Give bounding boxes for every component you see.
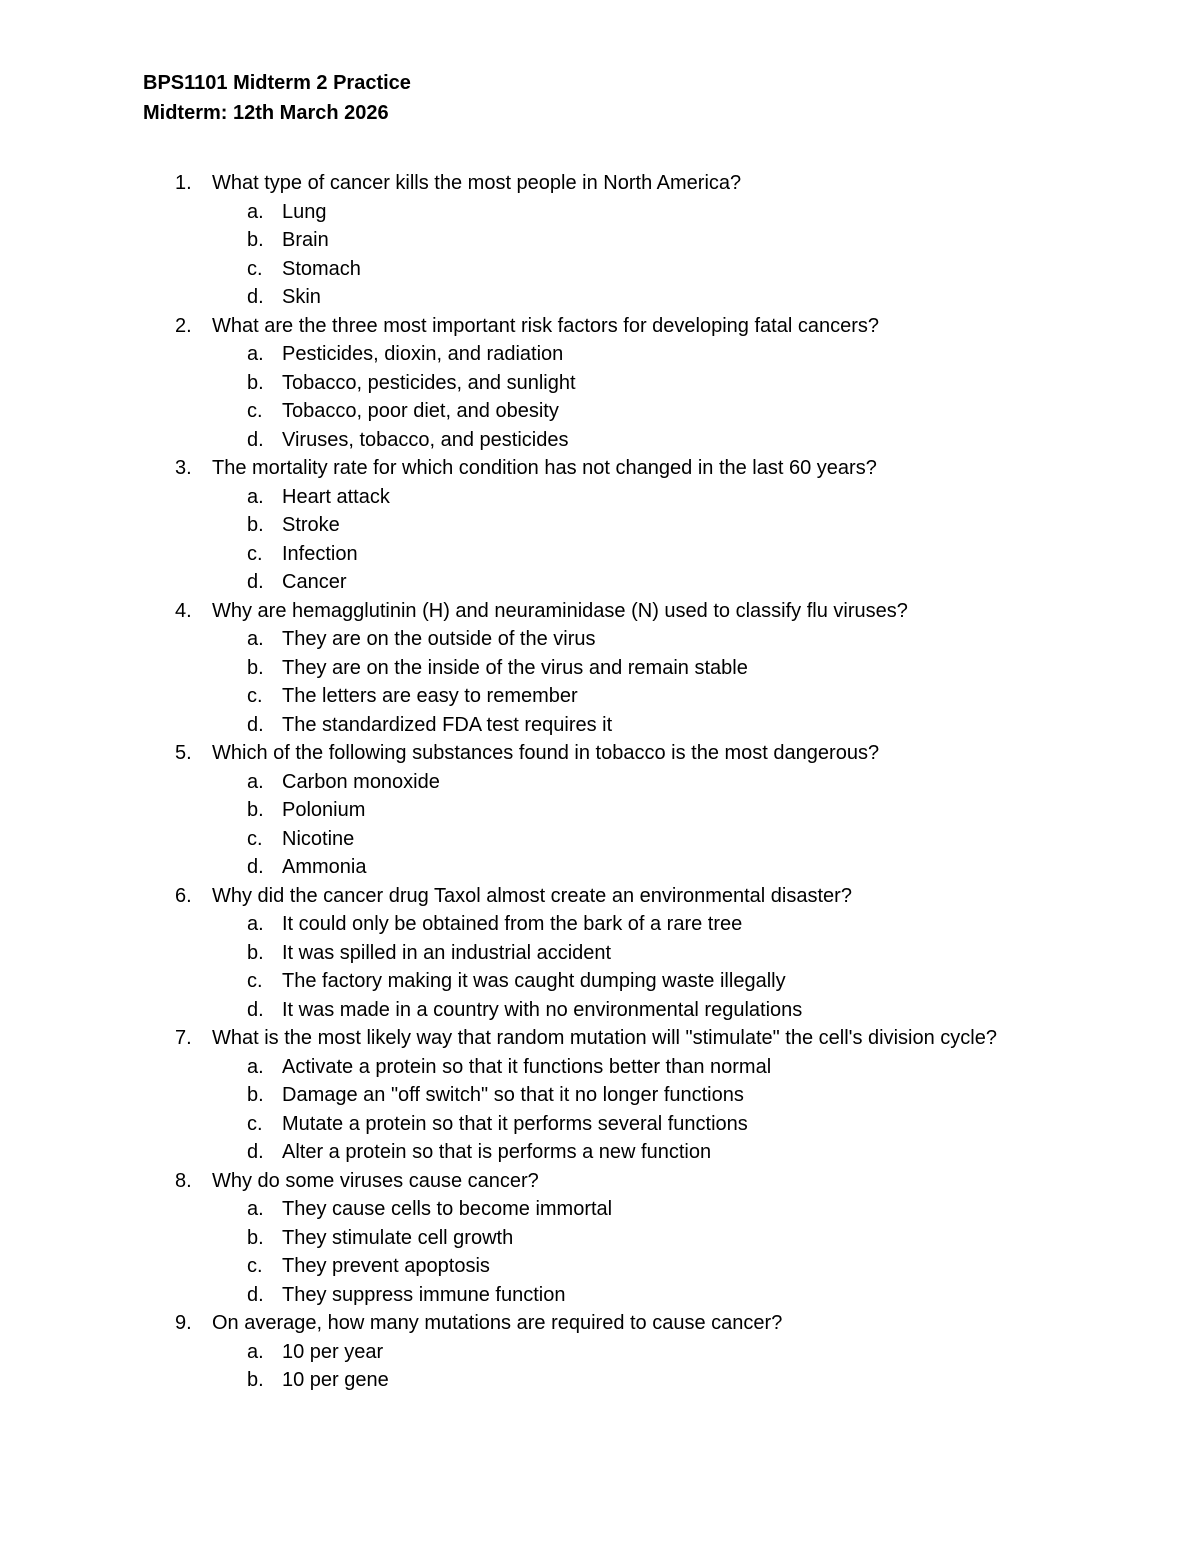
option-text: Mutate a protein so that it performs several functions (282, 1112, 748, 1135)
option-text: Activate a protein so that it functions better than normal (282, 1055, 772, 1078)
option-letter: b. (247, 941, 264, 964)
option-text: Carbon monoxide (282, 770, 440, 793)
answer-option (0, 1053, 1200, 1082)
option-letter: b. (247, 371, 264, 394)
option-letter: a. (247, 343, 264, 365)
option-letter: b. (247, 799, 264, 821)
option-letter: a. (247, 628, 264, 650)
question-row (0, 312, 1200, 341)
question-text: Why did the cancer drug Taxol almost create an environmental disaster? (212, 884, 852, 907)
option-text: Skin (282, 286, 321, 308)
option-text: Alter a protein so that is performs a new function (282, 1141, 712, 1163)
option-letter: b. (247, 1084, 264, 1106)
answer-option (0, 198, 1200, 227)
answer-option (0, 511, 1200, 540)
answer-option (0, 1252, 1200, 1281)
question-row (0, 882, 1200, 911)
option-letter: b. (247, 656, 264, 679)
option-text: Viruses, tobacco, and pesticides (282, 428, 569, 451)
answer-option (0, 1224, 1200, 1253)
option-letter: c. (247, 970, 263, 992)
question-row (0, 1167, 1200, 1196)
option-letter: a. (247, 1055, 264, 1078)
option-text: 10 per year (282, 1340, 384, 1363)
answer-option (0, 1081, 1200, 1110)
question-number: 7. (175, 1027, 192, 1049)
option-text: Polonium (282, 799, 366, 821)
option-letter: d. (247, 571, 264, 593)
option-letter: a. (247, 1198, 264, 1220)
option-text: Heart attack (282, 485, 390, 508)
option-letter: a. (247, 485, 264, 508)
answer-option (0, 568, 1200, 597)
question-number: 8. (175, 1169, 192, 1192)
answer-options (0, 1053, 1200, 1167)
option-text: Tobacco, pesticides, and sunlight (282, 371, 576, 394)
question-item (0, 597, 1200, 740)
answer-option (0, 796, 1200, 825)
answer-option (0, 1338, 1200, 1367)
question-text: The mortality rate for which condition has not changed in the last 60 years? (212, 457, 877, 479)
answer-option (0, 540, 1200, 569)
question-item (0, 739, 1200, 882)
answer-option (0, 1110, 1200, 1139)
answer-option (0, 682, 1200, 711)
question-row (0, 169, 1200, 198)
option-text: They cause cells to become immortal (282, 1198, 613, 1220)
answer-options (0, 768, 1200, 882)
question-number: 2. (175, 314, 192, 337)
question-item (0, 454, 1200, 597)
answer-option (0, 1366, 1200, 1395)
option-text: Brain (282, 229, 329, 251)
answer-option (0, 825, 1200, 854)
answer-option (0, 654, 1200, 683)
question-item (0, 1167, 1200, 1310)
option-text: The standardized FDA test requires it (282, 713, 613, 736)
answer-option (0, 768, 1200, 797)
question-number: 5. (175, 742, 192, 764)
option-text: The letters are easy to remember (282, 685, 578, 707)
option-text: 10 per gene (282, 1369, 389, 1391)
question-text: On average, how many mutations are required to cause cancer? (212, 1312, 783, 1334)
answer-options (0, 1195, 1200, 1309)
answer-option (0, 283, 1200, 312)
question-item (0, 1309, 1200, 1395)
answer-option (0, 226, 1200, 255)
option-text: Ammonia (282, 856, 367, 878)
answer-option (0, 967, 1200, 996)
option-text: They stimulate cell growth (282, 1226, 514, 1249)
answer-option (0, 426, 1200, 455)
option-text: Nicotine (282, 827, 355, 850)
option-letter: a. (247, 770, 264, 793)
option-letter: c. (247, 257, 263, 280)
option-letter: d. (247, 856, 264, 878)
answer-options (0, 198, 1200, 312)
question-number: 9. (175, 1312, 192, 1334)
question-text: What is the most likely way that random mutation will "stimulate" the cell's division cycle? (212, 1027, 997, 1049)
answer-option (0, 340, 1200, 369)
answer-option (0, 910, 1200, 939)
option-text: They suppress immune function (282, 1283, 566, 1306)
option-text: It could only be obtained from the bark of a rare tree (282, 913, 743, 935)
answer-options (0, 910, 1200, 1024)
option-letter: c. (247, 400, 263, 422)
option-letter: b. (247, 514, 264, 536)
question-row (0, 739, 1200, 768)
answer-options (0, 483, 1200, 597)
question-item (0, 1024, 1200, 1167)
option-text: Stomach (282, 257, 361, 280)
answer-option (0, 996, 1200, 1025)
question-text: What type of cancer kills the most people in North America? (212, 172, 742, 194)
question-row (0, 1024, 1200, 1053)
question-text: Why do some viruses cause cancer? (212, 1169, 539, 1192)
question-number: 1. (175, 172, 192, 194)
option-letter: d. (247, 428, 264, 451)
option-text: Cancer (282, 571, 347, 593)
option-text: The factory making it was caught dumping waste illegally (282, 970, 786, 992)
option-text: Tobacco, poor diet, and obesity (282, 400, 559, 422)
answer-options (0, 625, 1200, 739)
option-text: It was made in a country with no environmental regulations (282, 998, 803, 1021)
option-text: Lung (282, 200, 327, 223)
option-text: Stroke (282, 514, 340, 536)
answer-option (0, 369, 1200, 398)
option-letter: c. (247, 1255, 263, 1277)
answer-option (0, 483, 1200, 512)
answer-option (0, 711, 1200, 740)
option-letter: d. (247, 998, 264, 1021)
answer-options (0, 340, 1200, 454)
question-number: 3. (175, 457, 192, 479)
answer-option (0, 1138, 1200, 1167)
option-text: They are on the inside of the virus and remain stable (282, 656, 748, 679)
option-letter: c. (247, 827, 263, 850)
option-text: Pesticides, dioxin, and radiation (282, 343, 564, 365)
option-text: Damage an "off switch" so that it no longer functions (282, 1084, 744, 1106)
option-text: They are on the outside of the virus (282, 628, 596, 650)
answer-option (0, 1281, 1200, 1310)
option-letter: a. (247, 200, 264, 223)
answer-option (0, 939, 1200, 968)
question-row (0, 597, 1200, 626)
option-letter: d. (247, 1141, 264, 1163)
question-list (0, 169, 1200, 1395)
option-letter: b. (247, 1369, 264, 1391)
option-text: It was spilled in an industrial accident (282, 941, 612, 964)
document-title: BPS1101 Midterm 2 Practice (143, 72, 411, 94)
question-text: What are the three most important risk factors for developing fatal cancers? (212, 314, 879, 337)
question-text: Why are hemagglutinin (H) and neuraminidase (N) used to classify flu viruses? (212, 599, 908, 622)
question-number: 4. (175, 599, 192, 622)
option-letter: d. (247, 1283, 264, 1306)
answer-option (0, 1195, 1200, 1224)
option-letter: d. (247, 713, 264, 736)
question-item (0, 312, 1200, 455)
answer-option (0, 625, 1200, 654)
question-row (0, 1309, 1200, 1338)
option-letter: c. (247, 685, 263, 707)
answer-option (0, 853, 1200, 882)
option-letter: d. (247, 286, 264, 308)
option-text: Infection (282, 542, 358, 565)
answer-options (0, 1338, 1200, 1395)
midterm-date: Midterm: 12th March 2026 (143, 102, 389, 124)
question-item (0, 882, 1200, 1025)
option-letter: c. (247, 1112, 263, 1135)
answer-option (0, 255, 1200, 284)
question-number: 6. (175, 884, 192, 907)
question-row (0, 454, 1200, 483)
option-letter: a. (247, 913, 264, 935)
option-text: They prevent apoptosis (282, 1255, 490, 1277)
question-item (0, 169, 1200, 312)
answer-option (0, 397, 1200, 426)
option-letter: b. (247, 1226, 264, 1249)
option-letter: c. (247, 542, 263, 565)
question-text: Which of the following substances found in tobacco is the most dangerous? (212, 742, 880, 764)
option-letter: b. (247, 229, 264, 251)
option-letter: a. (247, 1340, 264, 1363)
